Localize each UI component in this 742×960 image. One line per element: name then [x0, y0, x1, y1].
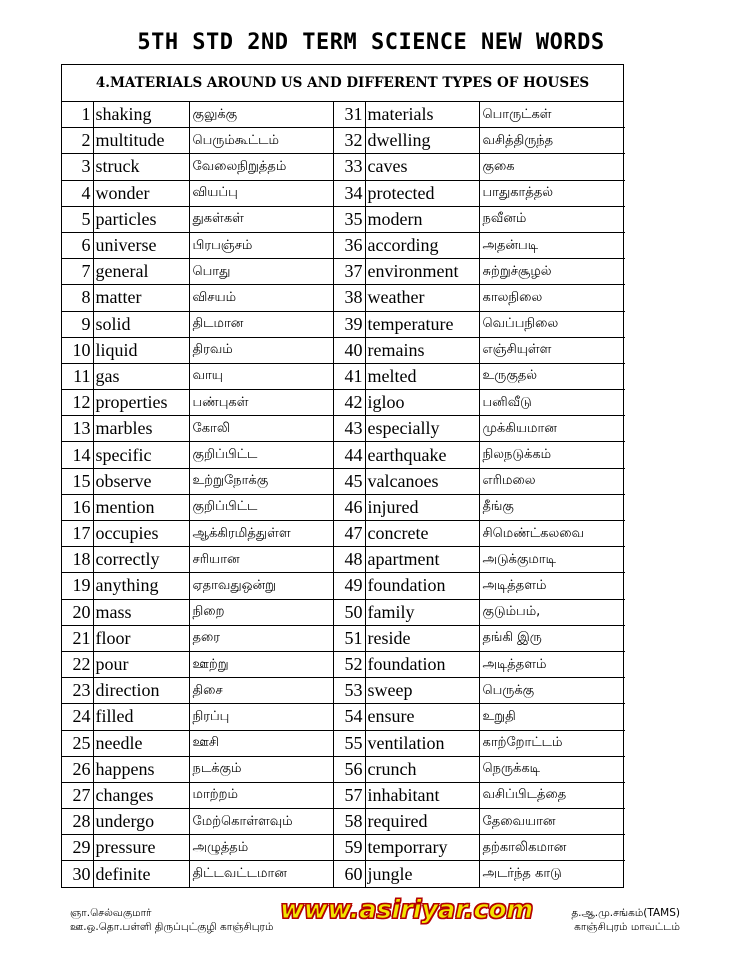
word-number: 20	[62, 599, 93, 625]
word-number: 29	[62, 835, 93, 861]
table-row	[62, 573, 625, 599]
tamil-meaning: நிலநடுக்கம்	[479, 442, 625, 468]
table-row	[62, 442, 625, 468]
tamil-meaning: நிரப்பு	[189, 704, 333, 730]
word-number: 36	[333, 232, 365, 258]
english-word: ensure	[365, 704, 479, 730]
tamil-meaning: வியப்பு	[189, 180, 333, 206]
table-row	[62, 782, 625, 808]
english-word: sweep	[365, 678, 479, 704]
word-number: 41	[333, 363, 365, 389]
tamil-meaning: திசை	[189, 678, 333, 704]
word-number: 17	[62, 521, 93, 547]
word-number: 38	[333, 285, 365, 311]
table-row	[62, 154, 625, 180]
table-row	[62, 809, 625, 835]
tamil-meaning: குலுக்கு	[189, 102, 333, 128]
tamil-meaning: விசயம்	[189, 285, 333, 311]
word-number: 48	[333, 547, 365, 573]
table-row	[62, 232, 625, 258]
tamil-meaning: கோலி	[189, 416, 333, 442]
english-word: correctly	[93, 547, 189, 573]
tamil-meaning: பனிவீடு	[479, 390, 625, 416]
word-number: 14	[62, 442, 93, 468]
footer-author-school: ஊ.ஒ.தொ.பள்ளி திருப்புட்குழி காஞ்சிபுரம்	[70, 921, 274, 933]
table-row	[62, 678, 625, 704]
tamil-meaning: ஊற்று	[189, 651, 333, 677]
english-word: valcanoes	[365, 468, 479, 494]
tamil-meaning: சுற்றுச்சூழல்	[479, 259, 625, 285]
word-number: 9	[62, 311, 93, 337]
table-row	[62, 363, 625, 389]
word-number: 27	[62, 782, 93, 808]
tamil-meaning: பொது	[189, 259, 333, 285]
tamil-meaning: அடர்ந்த காடு	[479, 861, 625, 887]
tamil-meaning: மாற்றம்	[189, 782, 333, 808]
tamil-meaning: உறுதி	[479, 704, 625, 730]
word-number: 25	[62, 730, 93, 756]
footer-association	[571, 906, 680, 934]
english-word: weather	[365, 285, 479, 311]
english-word: pour	[93, 651, 189, 677]
tamil-meaning: பிரபஞ்சம்	[189, 232, 333, 258]
table-row	[62, 494, 625, 520]
tamil-meaning: அடித்தளம்	[479, 651, 625, 677]
footer-author	[70, 906, 273, 934]
tamil-meaning: வெப்பநிலை	[479, 311, 625, 337]
table-row	[62, 756, 625, 782]
word-number: 51	[333, 625, 365, 651]
table-row	[62, 835, 625, 861]
tamil-meaning: பாதுகாத்தல்	[479, 180, 625, 206]
tamil-meaning: வாயு	[189, 363, 333, 389]
table-row	[62, 861, 625, 887]
english-word: marbles	[93, 416, 189, 442]
english-word: earthquake	[365, 442, 479, 468]
word-number: 46	[333, 494, 365, 520]
english-word: wonder	[93, 180, 189, 206]
word-number: 24	[62, 704, 93, 730]
tamil-meaning: நடக்கும்	[189, 756, 333, 782]
word-number: 31	[333, 102, 365, 128]
word-number: 26	[62, 756, 93, 782]
tamil-meaning: அதன்படி	[479, 232, 625, 258]
section-title: 4.MATERIALS AROUND US AND DIFFERENT TYPES OF HOUSES	[62, 65, 623, 102]
word-number: 59	[333, 835, 365, 861]
tamil-meaning: வசித்திருந்த	[479, 128, 625, 154]
tamil-meaning: பண்புகள்	[189, 390, 333, 416]
english-word: materials	[365, 102, 479, 128]
tamil-meaning: திடமான	[189, 311, 333, 337]
word-number: 50	[333, 599, 365, 625]
word-number: 57	[333, 782, 365, 808]
tamil-meaning: வேலைநிறுத்தம்	[189, 154, 333, 180]
tamil-meaning: பெரும்கூட்டம்	[189, 128, 333, 154]
word-number: 53	[333, 678, 365, 704]
table-row	[62, 468, 625, 494]
tamil-meaning: உற்றுநோக்கு	[189, 468, 333, 494]
english-word: foundation	[365, 651, 479, 677]
english-word: concrete	[365, 521, 479, 547]
english-word: foundation	[365, 573, 479, 599]
word-number: 22	[62, 651, 93, 677]
tamil-meaning: குறிப்பிட்ட	[189, 494, 333, 520]
tamil-meaning: பெருக்கு	[479, 678, 625, 704]
word-number: 28	[62, 809, 93, 835]
word-number: 39	[333, 311, 365, 337]
word-number: 32	[333, 128, 365, 154]
vocabulary-table-container	[61, 64, 624, 888]
table-row	[62, 180, 625, 206]
english-word: general	[93, 259, 189, 285]
tamil-meaning: சரியான	[189, 547, 333, 573]
english-word: struck	[93, 154, 189, 180]
word-number: 4	[62, 180, 93, 206]
table-row	[62, 625, 625, 651]
word-number: 7	[62, 259, 93, 285]
english-word: especially	[365, 416, 479, 442]
table-row	[62, 206, 625, 232]
english-word: apartment	[365, 547, 479, 573]
tamil-meaning: ஆக்கிரமித்துள்ள	[189, 521, 333, 547]
word-number: 58	[333, 809, 365, 835]
english-word: igloo	[365, 390, 479, 416]
word-number: 8	[62, 285, 93, 311]
tamil-meaning: ஊசி	[189, 730, 333, 756]
table-row	[62, 416, 625, 442]
english-word: changes	[93, 782, 189, 808]
word-number: 2	[62, 128, 93, 154]
table-row	[62, 128, 625, 154]
word-number: 13	[62, 416, 93, 442]
table-row	[62, 547, 625, 573]
word-number: 43	[333, 416, 365, 442]
table-row	[62, 599, 625, 625]
table-row	[62, 704, 625, 730]
english-word: according	[365, 232, 479, 258]
table-row	[62, 259, 625, 285]
tamil-meaning: குகை	[479, 154, 625, 180]
website-logo[interactable]: www.asiriyar.com	[280, 895, 533, 925]
tamil-meaning: அழுத்தம்	[189, 835, 333, 861]
tamil-meaning: பொருட்கள்	[479, 102, 625, 128]
table-row	[62, 730, 625, 756]
tamil-meaning: ஏதாவதுஒன்று	[189, 573, 333, 599]
english-word: ventilation	[365, 730, 479, 756]
english-word: solid	[93, 311, 189, 337]
word-number: 52	[333, 651, 365, 677]
tamil-meaning: எஞ்சியுள்ள	[479, 337, 625, 363]
english-word: temperature	[365, 311, 479, 337]
tamil-meaning: தற்காலிகமான	[479, 835, 625, 861]
word-number: 60	[333, 861, 365, 887]
english-word: jungle	[365, 861, 479, 887]
english-word: undergo	[93, 809, 189, 835]
english-word: protected	[365, 180, 479, 206]
word-number: 3	[62, 154, 93, 180]
word-number: 40	[333, 337, 365, 363]
english-word: injured	[365, 494, 479, 520]
tamil-meaning: உருகுதல்	[479, 363, 625, 389]
word-number: 35	[333, 206, 365, 232]
word-number: 5	[62, 206, 93, 232]
word-number: 34	[333, 180, 365, 206]
english-word: anything	[93, 573, 189, 599]
word-number: 55	[333, 730, 365, 756]
tamil-meaning: நெருக்கடி	[479, 756, 625, 782]
english-word: filled	[93, 704, 189, 730]
word-number: 56	[333, 756, 365, 782]
word-number: 18	[62, 547, 93, 573]
tamil-meaning: மேற்கொள்ளவும்	[189, 809, 333, 835]
word-number: 21	[62, 625, 93, 651]
table-row	[62, 521, 625, 547]
footer-association-district: காஞ்சிபுரம் மாவட்டம்	[574, 921, 680, 933]
footer-association-name: த.ஆ.மு.சங்கம்(TAMS)	[571, 907, 680, 919]
english-word: mention	[93, 494, 189, 520]
footer-author-name: ஞா.செல்வகுமார்	[70, 907, 152, 919]
english-word: direction	[93, 678, 189, 704]
word-number: 44	[333, 442, 365, 468]
tamil-meaning: தேவையான	[479, 809, 625, 835]
tamil-meaning: குறிப்பிட்ட	[189, 442, 333, 468]
word-number: 6	[62, 232, 93, 258]
table-row	[62, 651, 625, 677]
table-row	[62, 311, 625, 337]
table-row	[62, 285, 625, 311]
english-word: remains	[365, 337, 479, 363]
word-number: 23	[62, 678, 93, 704]
tamil-meaning: குடும்பம்,	[479, 599, 625, 625]
english-word: matter	[93, 285, 189, 311]
tamil-meaning: தரை	[189, 625, 333, 651]
word-number: 47	[333, 521, 365, 547]
english-word: inhabitant	[365, 782, 479, 808]
tamil-meaning: வசிப்பிடத்தை	[479, 782, 625, 808]
english-word: definite	[93, 861, 189, 887]
word-number: 49	[333, 573, 365, 599]
english-word: happens	[93, 756, 189, 782]
english-word: needle	[93, 730, 189, 756]
word-number: 42	[333, 390, 365, 416]
word-number: 30	[62, 861, 93, 887]
english-word: gas	[93, 363, 189, 389]
english-word: dwelling	[365, 128, 479, 154]
tamil-meaning: சிமெண்ட்கலவை	[479, 521, 625, 547]
english-word: particles	[93, 206, 189, 232]
english-word: family	[365, 599, 479, 625]
tamil-meaning: நவீனம்	[479, 206, 625, 232]
english-word: observe	[93, 468, 189, 494]
english-word: floor	[93, 625, 189, 651]
english-word: crunch	[365, 756, 479, 782]
vocabulary-table	[62, 102, 625, 887]
english-word: specific	[93, 442, 189, 468]
tamil-meaning: திரவம்	[189, 337, 333, 363]
english-word: universe	[93, 232, 189, 258]
english-word: multitude	[93, 128, 189, 154]
english-word: shaking	[93, 102, 189, 128]
tamil-meaning: எரிமலை	[479, 468, 625, 494]
tamil-meaning: காலநிலை	[479, 285, 625, 311]
tamil-meaning: அடித்தளம்	[479, 573, 625, 599]
english-word: temporrary	[365, 835, 479, 861]
english-word: pressure	[93, 835, 189, 861]
english-word: required	[365, 809, 479, 835]
word-number: 33	[333, 154, 365, 180]
table-row	[62, 337, 625, 363]
english-word: environment	[365, 259, 479, 285]
tamil-meaning: அடுக்குமாடி	[479, 547, 625, 573]
tamil-meaning: தங்கி இரு	[479, 625, 625, 651]
word-number: 54	[333, 704, 365, 730]
word-number: 15	[62, 468, 93, 494]
english-word: properties	[93, 390, 189, 416]
word-number: 11	[62, 363, 93, 389]
word-number: 10	[62, 337, 93, 363]
english-word: caves	[365, 154, 479, 180]
tamil-meaning: நிறை	[189, 599, 333, 625]
english-word: liquid	[93, 337, 189, 363]
word-number: 1	[62, 102, 93, 128]
table-row	[62, 102, 625, 128]
word-number: 16	[62, 494, 93, 520]
english-word: mass	[93, 599, 189, 625]
page-title: 5TH STD 2ND TERM SCIENCE NEW WORDS	[137, 30, 605, 55]
word-number: 37	[333, 259, 365, 285]
table-row	[62, 390, 625, 416]
english-word: occupies	[93, 521, 189, 547]
tamil-meaning: துகள்கள்	[189, 206, 333, 232]
tamil-meaning: முக்கியமான	[479, 416, 625, 442]
english-word: modern	[365, 206, 479, 232]
word-number: 19	[62, 573, 93, 599]
word-number: 45	[333, 468, 365, 494]
word-number: 12	[62, 390, 93, 416]
english-word: reside	[365, 625, 479, 651]
tamil-meaning: காற்றோட்டம்	[479, 730, 625, 756]
english-word: melted	[365, 363, 479, 389]
tamil-meaning: திட்டவட்டமான	[189, 861, 333, 887]
tamil-meaning: தீங்கு	[479, 494, 625, 520]
